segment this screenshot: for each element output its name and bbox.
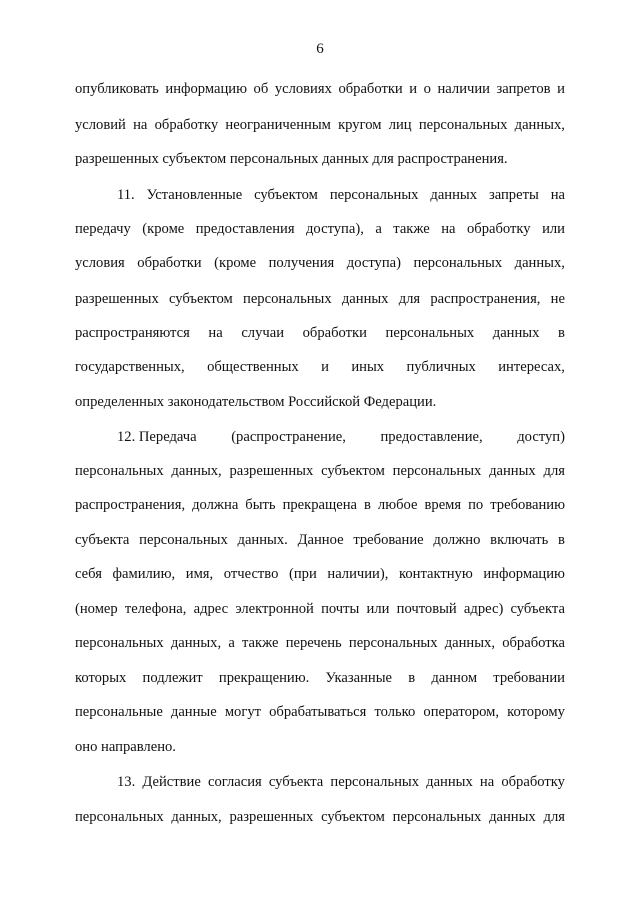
- word: доступ): [517, 429, 565, 445]
- word: должна: [192, 497, 239, 513]
- word: интересах,: [498, 359, 565, 375]
- text-line: [75, 669, 565, 687]
- word: данных,: [514, 255, 565, 271]
- word: данных: [489, 809, 536, 825]
- word: условия: [75, 255, 125, 271]
- word: Действие: [142, 774, 201, 790]
- word: могут: [224, 704, 262, 720]
- word: на: [479, 774, 495, 790]
- word: 12. Передача: [117, 429, 197, 445]
- word: об: [253, 81, 269, 97]
- text-line: [117, 428, 565, 446]
- word: Указанные: [325, 670, 392, 686]
- word: информацию: [165, 81, 247, 97]
- word: персональные: [75, 704, 163, 720]
- word: данных: [341, 291, 389, 307]
- word: или: [366, 601, 390, 617]
- text-line: [75, 254, 565, 272]
- word: в: [558, 325, 565, 341]
- word: неограниченным: [225, 117, 331, 133]
- word: распространяются: [75, 325, 190, 341]
- word: разрешенных: [229, 463, 314, 479]
- text-line: [75, 462, 565, 480]
- word: субъекта: [75, 532, 130, 548]
- word: Установленные: [146, 187, 243, 203]
- word: на: [133, 117, 148, 133]
- word: обработка: [502, 635, 565, 651]
- word: а: [375, 221, 382, 237]
- word: (распространение,: [231, 429, 346, 445]
- word: о: [423, 81, 431, 97]
- word: обработки: [302, 325, 367, 341]
- word: должно: [433, 532, 481, 548]
- word: данных,: [170, 635, 222, 651]
- word: передачу: [75, 221, 131, 237]
- word: почтовый: [396, 601, 457, 617]
- word: данных.: [237, 532, 288, 548]
- text-line: [75, 565, 565, 583]
- word: субъекта: [268, 774, 324, 790]
- text-line: [75, 80, 565, 98]
- word: распространения,: [430, 291, 541, 307]
- word: перечень: [285, 635, 342, 651]
- word: электронной: [235, 601, 314, 617]
- word: которых: [75, 670, 127, 686]
- word: персональных: [139, 532, 228, 548]
- text-line: оно направлено.: [75, 739, 176, 755]
- word: на: [441, 221, 456, 237]
- word: персональных: [348, 635, 438, 651]
- text-line: [75, 808, 565, 826]
- word: условиях: [274, 81, 332, 97]
- word: в: [364, 497, 371, 513]
- word: иных: [351, 359, 385, 375]
- word: персональных: [392, 463, 482, 479]
- word: данных,: [514, 117, 565, 133]
- word: субъектом: [321, 809, 385, 825]
- word: распространения,: [75, 497, 186, 513]
- word: требовании: [493, 670, 565, 686]
- word: запреты: [488, 187, 539, 203]
- word: или: [542, 221, 565, 237]
- word: субъектом: [168, 291, 233, 307]
- word: для: [543, 463, 565, 479]
- text-line: [75, 116, 565, 134]
- word: персональных: [392, 809, 482, 825]
- word: государственных,: [75, 359, 185, 375]
- word: в: [558, 532, 565, 548]
- word: данном: [431, 670, 478, 686]
- word: персональных: [385, 325, 475, 341]
- word: субъектом: [254, 187, 318, 203]
- word: запретов: [496, 81, 551, 97]
- word: для: [398, 291, 421, 307]
- word: персональных: [413, 255, 503, 271]
- word: отчество: [223, 566, 279, 582]
- word: данных: [430, 187, 478, 203]
- word: обработки: [137, 255, 202, 271]
- text-line: [75, 600, 565, 618]
- word: предоставления: [195, 221, 295, 237]
- word: оператором,: [423, 704, 500, 720]
- word: данных: [426, 774, 473, 790]
- text-line: [75, 220, 565, 238]
- word: только: [374, 704, 416, 720]
- text-line: разрешенных субъектом персональных данных для распространения.: [75, 151, 508, 167]
- word: персональных: [418, 117, 508, 133]
- word: и: [557, 81, 565, 97]
- word: условий: [75, 117, 126, 133]
- word: (номер: [75, 601, 118, 617]
- text-line: определенных законодательством Российской Федерации.: [75, 394, 437, 410]
- word: данных,: [171, 463, 222, 479]
- text-line: [75, 634, 565, 652]
- word: имя,: [185, 566, 214, 582]
- word: адрес: [193, 601, 229, 617]
- word: разрешенных: [75, 291, 159, 307]
- word: публичных: [406, 359, 476, 375]
- word: (кроме: [142, 221, 185, 237]
- word: 13.: [117, 774, 136, 790]
- word: персональных: [75, 463, 164, 479]
- word: обработку: [467, 221, 531, 237]
- word: доступа),: [306, 221, 364, 237]
- word: данных: [492, 325, 540, 341]
- text-line: [117, 186, 565, 204]
- word: опубликовать: [75, 81, 159, 97]
- word: общественных: [207, 359, 299, 375]
- word: адрес): [463, 601, 504, 617]
- word: субъекта: [510, 601, 565, 617]
- page-number: 6: [316, 41, 324, 57]
- word: почты: [321, 601, 360, 617]
- word: данных,: [444, 635, 495, 651]
- word: себя: [75, 566, 102, 582]
- word: информацию: [483, 566, 565, 582]
- word: на: [550, 187, 565, 203]
- word: быть: [245, 497, 276, 513]
- word: на: [208, 325, 223, 341]
- word: любое: [377, 497, 418, 513]
- word: обработки: [338, 81, 403, 97]
- word: обработку: [154, 117, 219, 133]
- text-line: [75, 703, 565, 721]
- word: согласия: [207, 774, 262, 790]
- word: доступа): [346, 255, 401, 271]
- word: подлежит: [142, 670, 203, 686]
- word: данных,: [171, 809, 222, 825]
- word: время: [424, 497, 462, 513]
- word: (кроме: [214, 255, 257, 271]
- word: лиц: [388, 117, 412, 133]
- word: кругом: [338, 117, 382, 133]
- text-line: [75, 324, 565, 342]
- word: которому: [507, 704, 565, 720]
- word: персональных: [75, 809, 164, 825]
- word: для: [543, 809, 565, 825]
- word: персональных: [330, 774, 420, 790]
- word: обработку: [501, 774, 565, 790]
- word: наличии: [437, 81, 490, 97]
- word: требованию: [490, 497, 565, 513]
- word: и: [409, 81, 418, 97]
- word: персональных: [329, 187, 419, 203]
- word: контактную: [398, 566, 473, 582]
- word: данные: [170, 704, 217, 720]
- word: персональных: [75, 635, 164, 651]
- text-line: [75, 358, 565, 376]
- word: а: [228, 635, 235, 651]
- word: требование: [353, 532, 424, 548]
- word: обрабатываться: [269, 704, 367, 720]
- word: по: [468, 497, 484, 513]
- word: получения: [268, 255, 335, 271]
- word: прекращению.: [218, 670, 310, 686]
- word: фамилию,: [112, 566, 176, 582]
- word: (при: [289, 566, 317, 582]
- text-line: [75, 496, 565, 514]
- word: субъектом: [321, 463, 385, 479]
- word: и: [321, 359, 329, 375]
- text-line: [75, 290, 565, 308]
- word: телефона,: [124, 601, 187, 617]
- word: не: [550, 291, 565, 307]
- word: предоставление,: [380, 429, 483, 445]
- word: также: [393, 221, 430, 237]
- word: разрешенных: [229, 809, 314, 825]
- word: прекращена: [282, 497, 358, 513]
- word: случаи: [241, 325, 285, 341]
- word: данных: [489, 463, 536, 479]
- word: включать: [490, 532, 549, 548]
- word: наличии),: [327, 566, 389, 582]
- text-line: [75, 531, 565, 549]
- word: также: [242, 635, 279, 651]
- word: 11.: [117, 187, 135, 203]
- word: в: [408, 670, 416, 686]
- word: Данное: [297, 532, 344, 548]
- text-line: [117, 773, 565, 791]
- word: персональных: [243, 291, 332, 307]
